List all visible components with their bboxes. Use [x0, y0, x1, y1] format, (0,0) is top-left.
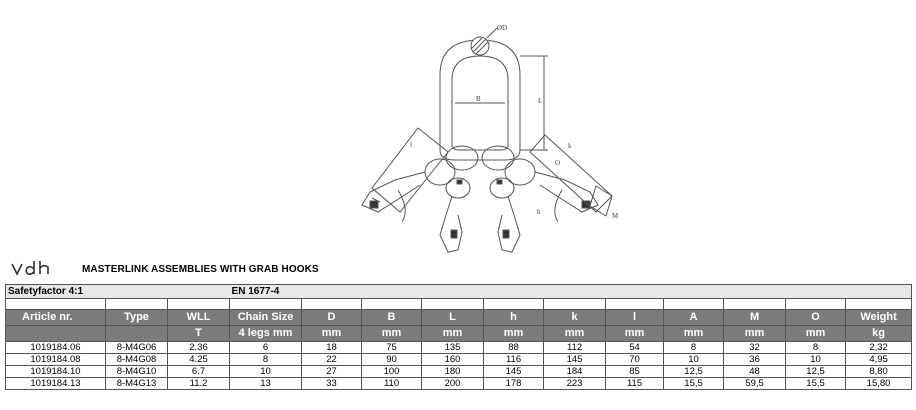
table-cell: 8-M4G06	[106, 342, 168, 354]
table-cell: 11.2	[168, 378, 230, 390]
unit-cell	[106, 326, 168, 342]
table-cell: 90	[362, 354, 422, 366]
table-cell: 223	[544, 378, 606, 390]
norm: EN 1677-4	[230, 285, 912, 299]
label-m: M	[612, 212, 619, 220]
safety-factor: Safetyfactor 4:1	[6, 285, 230, 299]
table-row	[6, 342, 912, 354]
table-cell: 10	[786, 354, 846, 366]
table-cell: 115	[606, 378, 664, 390]
header-cell: Chain Size	[230, 310, 302, 326]
table-cell: 6.7	[168, 366, 230, 378]
table-cell: 200	[422, 378, 484, 390]
table-cell: 1019184.06	[6, 342, 106, 354]
table-cell: 33	[302, 378, 362, 390]
table-cell: 15,5	[664, 378, 724, 390]
table-cell: 1019184.13	[6, 378, 106, 390]
table-cell: 116	[484, 354, 544, 366]
header-cell: A	[664, 310, 724, 326]
unit-cell: mm	[606, 326, 664, 342]
table-cell: 1019184.10	[6, 366, 106, 378]
table-row	[6, 354, 912, 366]
table-cell: 36	[724, 354, 786, 366]
header-cell: Article nr.	[6, 310, 106, 326]
table-cell: 88	[484, 342, 544, 354]
table-cell: 27	[302, 366, 362, 378]
header-cell: L	[422, 310, 484, 326]
table-cell: 180	[422, 366, 484, 378]
label-h: h	[537, 208, 541, 216]
header-cell: l	[606, 310, 664, 326]
table-cell: 10	[664, 354, 724, 366]
unit-cell: mm	[484, 326, 544, 342]
unit-cell: mm	[544, 326, 606, 342]
label-o: O	[555, 159, 561, 167]
table-cell: 8	[664, 342, 724, 354]
table-cell: 4,95	[846, 354, 912, 366]
table-cell: 100	[362, 366, 422, 378]
table-cell: 112	[544, 342, 606, 354]
table-cell: 178	[484, 378, 544, 390]
table-cell: 13	[230, 378, 302, 390]
label-k: k	[568, 142, 572, 150]
table-cell: 6	[230, 342, 302, 354]
brand-row	[0, 256, 916, 284]
header-cell: Weight	[846, 310, 912, 326]
document-title: MASTERLINK ASSEMBLIES WITH GRAB HOOKS	[82, 264, 319, 275]
table-cell: 2.36	[168, 342, 230, 354]
vdh-logo	[10, 258, 54, 278]
table-cell: 12,5	[786, 366, 846, 378]
unit-cell: mm	[786, 326, 846, 342]
unit-cell: 4 legs mm	[230, 326, 302, 342]
table-cell: 22	[302, 354, 362, 366]
header-cell: k	[544, 310, 606, 326]
unit-cell	[6, 326, 106, 342]
table-cell: 48	[724, 366, 786, 378]
unit-cell: mm	[422, 326, 484, 342]
header-cell: WLL	[168, 310, 230, 326]
unit-cell: mm	[302, 326, 362, 342]
table-cell: 10	[230, 366, 302, 378]
header-cell: O	[786, 310, 846, 326]
spec-table	[5, 284, 912, 390]
header-cell: D	[302, 310, 362, 326]
table-cell: 160	[422, 354, 484, 366]
header-row-units	[6, 326, 912, 342]
label-b: B	[476, 95, 481, 103]
table-cell: 1019184.08	[6, 354, 106, 366]
table-cell: 32	[724, 342, 786, 354]
table-cell: 85	[606, 366, 664, 378]
header-cell: B	[362, 310, 422, 326]
unit-cell: T	[168, 326, 230, 342]
unit-cell: kg	[846, 326, 912, 342]
safety-factor-row	[6, 285, 912, 299]
table-cell: 12,5	[664, 366, 724, 378]
table-cell: 8-M4G08	[106, 354, 168, 366]
spacer-row	[6, 299, 912, 310]
table-cell: 135	[422, 342, 484, 354]
label-od: ØD	[497, 24, 508, 32]
table-row	[6, 366, 912, 378]
header-row-top	[6, 310, 912, 326]
table-cell: 8	[230, 354, 302, 366]
table-cell: 59,5	[724, 378, 786, 390]
header-cell: M	[724, 310, 786, 326]
table-cell: 2,32	[846, 342, 912, 354]
unit-cell: mm	[724, 326, 786, 342]
unit-cell: mm	[362, 326, 422, 342]
table-cell: 110	[362, 378, 422, 390]
table-cell: 184	[544, 366, 606, 378]
table-cell: 75	[362, 342, 422, 354]
header-cell: h	[484, 310, 544, 326]
table-cell: 145	[544, 354, 606, 366]
table-cell: 18	[302, 342, 362, 354]
table-cell: 8-M4G13	[106, 378, 168, 390]
table-row	[6, 378, 912, 390]
table-cell: 8-M4G10	[106, 366, 168, 378]
table-cell: 15,80	[846, 378, 912, 390]
table-cell: 8,80	[846, 366, 912, 378]
unit-cell: mm	[664, 326, 724, 342]
table-cell: 15,5	[786, 378, 846, 390]
table-cell: 54	[606, 342, 664, 354]
label-l: L	[538, 97, 543, 105]
header-cell: Type	[106, 310, 168, 326]
table-cell: 4.25	[168, 354, 230, 366]
table-cell: 70	[606, 354, 664, 366]
table-cell: 8	[786, 342, 846, 354]
label-i: l	[410, 141, 412, 149]
table-cell: 145	[484, 366, 544, 378]
